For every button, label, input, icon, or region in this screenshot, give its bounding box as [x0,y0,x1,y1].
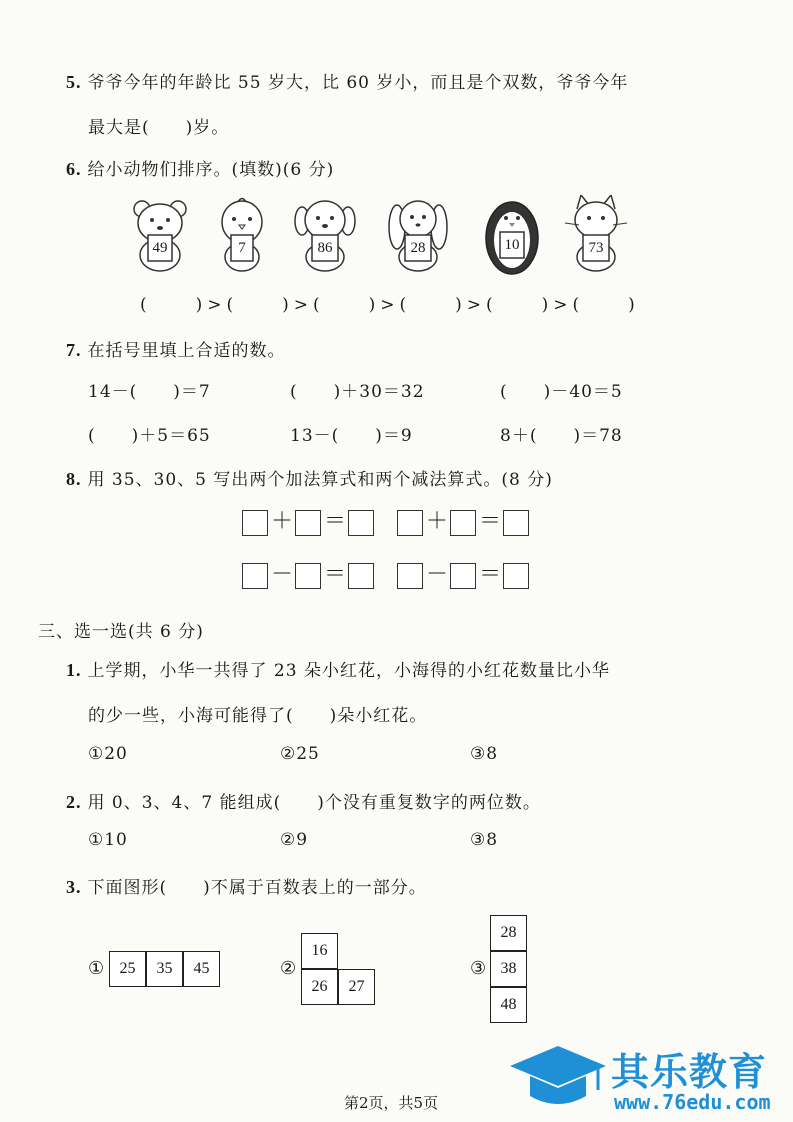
q7-number: 7. [66,340,82,360]
answer-box[interactable] [348,510,374,536]
bear-animal [130,195,190,275]
s2-option-3[interactable]: ③8 [470,830,499,850]
answer-box[interactable] [242,563,268,589]
s1-option-1[interactable]: ①20 [88,744,128,764]
s1-line1: 1. 上学期，小华一共得了 23 朵小红花，小海得的小红花数量比小华 [66,660,610,681]
answer-box[interactable] [503,510,529,536]
watermark-name: 其乐教育 [611,1050,768,1094]
q8-prompt: 8. 用 35、30、5 写出两个加法算式和两个减法算式。(8 分) [66,469,553,490]
fig3-label[interactable]: ③ [470,958,487,979]
grid-cell: 28 [490,915,527,951]
q6-prompt: 6. 给小动物们排序。(填数)(6 分) [66,159,335,180]
equals-sign: ＝ [324,562,347,587]
grid-cell: 48 [490,987,527,1023]
s2-option-2[interactable]: ②9 [280,830,309,850]
q5-line2: 最大是( )岁。 [88,118,230,138]
bunny-number: 28 [410,240,426,256]
grid-cell: 38 [490,951,527,987]
q6-order-line: ( )>( )>( )>( )>( )>( ) [140,295,640,315]
plus-sign: ＋ [426,509,449,534]
q6-number: 6. [66,159,82,179]
s3-number: 3. [66,877,82,897]
minus-sign: － [426,562,449,587]
grid-cell: 35 [146,951,183,987]
cat-animal [563,195,629,275]
equals-sign: ＝ [324,509,347,534]
answer-box[interactable] [348,563,374,589]
q7-prompt: 7. 在括号里填上合适的数。 [66,340,286,361]
grid-cell: 27 [338,969,375,1005]
grid-cell: 26 [301,969,338,1005]
puppy-number: 86 [317,240,333,256]
q7-eq-2: ( )＋30＝32 [290,382,425,402]
bunny-animal [385,195,451,275]
grid-cell: 25 [109,951,146,987]
puppy-animal [292,195,358,275]
q7-eq-1: 14－( )＝7 [88,382,211,402]
chick-animal [212,195,272,275]
minus-sign: － [271,562,294,587]
watermark-url: www.76edu.com [614,1090,771,1114]
answer-box[interactable] [295,563,321,589]
s1-line2: 的少一些，小海可能得了( )朵小红花。 [88,706,428,726]
answer-box[interactable] [503,563,529,589]
s3-prompt: 3. 下面图形( )不属于百数表上的一部分。 [66,877,427,898]
s2-prompt: 2. 用 0、3、4、7 能组成( )个没有重复数字的两位数。 [66,792,541,813]
page-footer: 第2页，共5页 [344,1094,439,1112]
s1-number: 1. [66,660,82,680]
answer-box[interactable] [450,510,476,536]
s2-number: 2. [66,792,82,812]
q7-eq-3: ( )－40＝5 [500,382,623,402]
q7-eq-5: 13－( )＝9 [290,426,413,446]
fig2-label[interactable]: ② [280,958,297,979]
graduation-cap-icon [508,1044,608,1114]
s2-option-1[interactable]: ①10 [88,830,128,850]
answer-box[interactable] [450,563,476,589]
q7-eq-6: 8＋( )＝78 [500,426,623,446]
plus-sign: ＋ [271,509,294,534]
penguin-number: 10 [504,237,520,253]
s1-option-3[interactable]: ③8 [470,744,499,764]
section-3-title: 三、选一选(共 6 分) [38,622,204,642]
s1-option-2[interactable]: ②25 [280,744,320,764]
answer-box[interactable] [295,510,321,536]
grid-cell: 16 [301,933,338,969]
equals-sign: ＝ [479,562,502,587]
equals-sign: ＝ [479,509,502,534]
answer-box[interactable] [242,510,268,536]
fig1-label[interactable]: ① [88,958,105,979]
q8-number: 8. [66,469,82,489]
answer-box[interactable] [397,563,423,589]
cat-number: 73 [588,240,604,256]
q5-line1: 5. 爷爷今年的年龄比 55 岁大，比 60 岁小，而且是个双数，爷爷今年 [66,72,629,93]
q7-eq-4: ( )＋5＝65 [88,426,211,446]
answer-box[interactable] [397,510,423,536]
bear-number: 49 [152,240,168,256]
chick-number: 7 [238,240,246,256]
q5-number: 5. [66,72,82,92]
grid-cell: 45 [183,951,220,987]
